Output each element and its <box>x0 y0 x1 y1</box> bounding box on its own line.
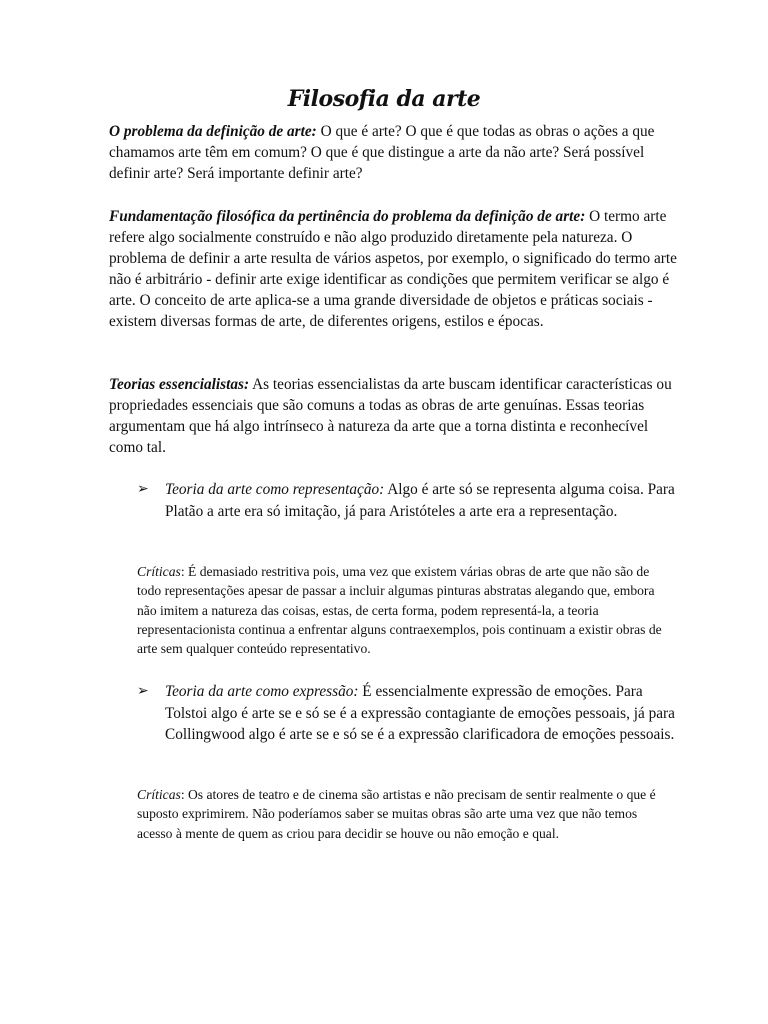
page-title: Filosofia da arte <box>287 86 481 112</box>
section-label: Teorias essencialistas: <box>109 376 250 393</box>
theory-representation-item <box>137 479 677 522</box>
theory-description: É essencialmente expressão de emoções. Para Tolstoi algo é arte se e só se é a expressão contagiante de emoções pessoais, já para Collingwood algo é arte se e só se é a expressão clarificadora de emoções pessoais. <box>165 683 675 743</box>
critics-label: Críticas <box>137 787 181 802</box>
theory-text <box>165 681 677 746</box>
theory-description: Algo é arte só se representa alguma coisa. Para Platão a arte era só imitação, já para Aristóteles a arte era a representação. <box>165 481 675 520</box>
section-definition-problem <box>109 121 679 184</box>
arrow-bullet-icon: ➢ <box>137 684 149 699</box>
critics-representation <box>137 562 673 658</box>
critics-text: : Os atores de teatro e de cinema são artistas e não precisam de sentir realmente o que é suposto exprimirem. Não poderíamos saber se muitas obras são arte uma vez que não temos acesso à mente de quem as criou para decidir se houve ou não emoção e qual. <box>137 787 656 841</box>
section-philosophical-grounding <box>109 206 679 332</box>
theory-title: Teoria da arte como expressão: <box>165 683 359 700</box>
theory-text <box>165 479 677 522</box>
section-text: O termo arte refere algo socialmente construído e não algo produzido diretamente pela natureza. O problema de definir a arte resulta de vários aspetos, por exemplo, o significado do termo arte não é arbitrário - definir arte exige identificar as condições que permitem verificar se algo é arte. O conceito de arte aplica-se a uma grande diversidade de objetos e práticas sociais - existem diversas formas de arte, de diferentes origens, estilos e épocas. <box>109 208 677 330</box>
critics-text: : É demasiado restritiva pois, uma vez que existem várias obras de arte que não são de todo representações apesar de passar a incluir algumas pinturas abstratas alegando que, embora não imitem a natureza das coisas, estas, de certa forma, podem representá-la, a teoria representacionista continua a enfrentar alguns contraexemplos, pois continuam a existir obras de arte sem qualquer conteúdo representativo. <box>137 564 662 657</box>
arrow-bullet-icon: ➢ <box>137 482 149 497</box>
section-text: As teorias essencialistas da arte buscam identificar características ou propriedades essenciais que são comuns a todas as obras de arte genuínas. Essas teorias argumentam que há algo intrínseco à natureza da arte que a torna distinta e reconhecível como tal. <box>109 376 672 456</box>
critics-label: Críticas <box>137 564 181 579</box>
section-essentialist-theories <box>109 374 679 458</box>
section-label: O problema da definição de arte: <box>109 123 317 140</box>
section-label: Fundamentação filosófica da pertinência do problema da definição de arte: <box>109 208 586 225</box>
theory-expression-item <box>137 681 677 746</box>
section-text: O que é arte? O que é que todas as obras o ações a que chamamos arte têm em comum? O que é que distingue a arte da não arte? Será possível definir arte? Será importante definir arte? <box>109 123 655 182</box>
critics-expression <box>137 785 673 843</box>
theory-title: Teoria da arte como representação: <box>165 481 385 498</box>
